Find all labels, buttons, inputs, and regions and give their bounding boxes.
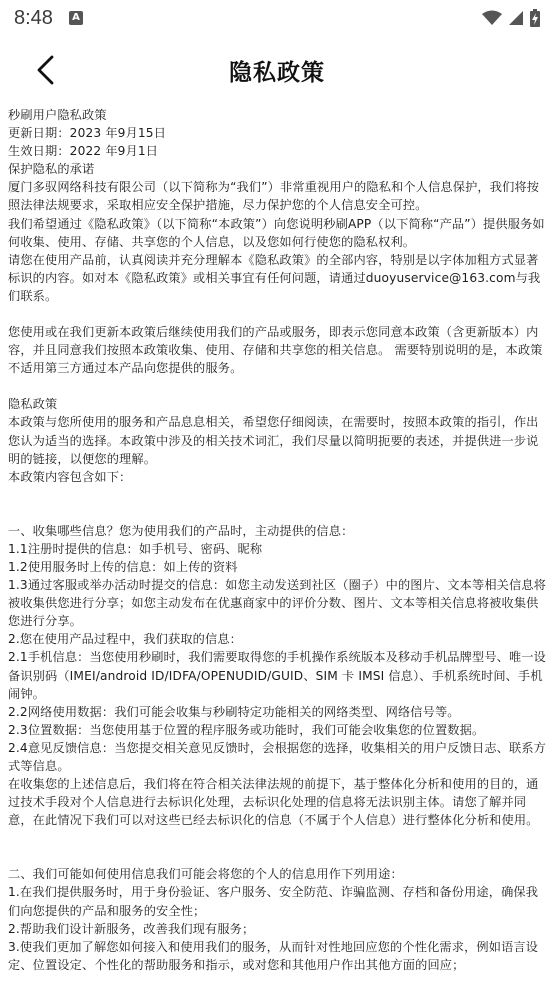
policy-paragraph: 您使用或在我们更新本政策后继续使用我们的产品或服务，即表示您同意本政策（含更新版本）内容，并且同意我们按照本政策收集、使用、存储和共享您的相关信息。 需要特别说明的是，本政策不适用第三方通过本产品向您提供的服务。	[8, 325, 543, 376]
policy-paragraph: 1.在我们提供服务时，用于身份验证、客户服务、安全防范、诈骗监测、存档和备份用途，确保我们向您提供的产品和服务的安全性；	[8, 885, 539, 918]
status-icons	[482, 9, 540, 27]
effective-date: 生效日期：2022 年9月1日	[8, 144, 159, 159]
back-button[interactable]	[26, 50, 66, 90]
policy-paragraph: 秒刷用户隐私政策	[8, 108, 107, 122]
policy-paragraph: 我们希望通过《隐私政策》（以下简称“本政策”）向您说明秒刷APP（以下简称“产品”）提供服务如何收集、使用、存储、共享您的个人信息，以及您如何行使您的隐私权利。	[8, 216, 545, 249]
policy-paragraph: 请您在使用产品前，认真阅读并充分理解本《隐私政策》的全部内容，特别是以字体加粗方式显著标识的内容。如对本《隐私政策》或相关事宜有任何问题，请通过duoyuservice@163.com与我们联系。	[8, 252, 541, 303]
page-title: 隐私政策	[229, 59, 325, 86]
policy-content[interactable]	[8, 106, 546, 984]
wifi-icon	[482, 10, 502, 26]
policy-paragraph: 2.3位置数据：当您使用基于位置的程序服务或功能时，我们可能会收集您的位置数据。	[8, 722, 485, 737]
policy-paragraph: 1.2使用服务时上传的信息：如上传的资料	[8, 559, 238, 574]
chevron-left-icon	[35, 55, 57, 85]
policy-paragraph: 1.3通过客服或举办活动时提交的信息：如您主动发送到社区（圈子）中的图片、文本等相关信息将被收集供您进行分享；如您主动发布在优惠商家中的评价分数、图片、文本等相关信息将被收集供您进行分享。	[8, 578, 546, 629]
policy-paragraph: 本政策与您所使用的服务和产品息息相关，希望您仔细阅读，在需要时，按照本政策的指引，作出您认为适当的选择。本政策中涉及的相关技术词汇，我们尽量以简明扼要的表述，并提供进一步说明的链接，以便您的理解。	[8, 415, 539, 466]
section-heading: 隐私政策	[8, 397, 58, 412]
section-heading: 二、我们可能如何使用信息我们可能会将您的个人的信息用作下列用途：	[8, 867, 403, 882]
policy-paragraph: 1.1注册时提供的信息：如手机号、密码、昵称	[8, 541, 263, 556]
policy-paragraph: 3.使我们更加了解您如何接入和使用我们的服务，从而针对性地回应您的个性化需求，例如语言设定、位置设定、个性化的帮助服务和指示，或对您和其他用户作出其他方面的回应；	[8, 939, 539, 972]
policy-paragraph: 2.2网络使用数据：我们可能会收集与秒刷特定功能相关的网络类型、网络信号等。	[8, 704, 460, 719]
status-time: 8:48	[14, 6, 53, 29]
policy-paragraph: 厦门多驭网络科技有限公司（以下简称为“我们”）非常重视用户的隐私和个人信息保护，我们将按照法律法规要求，采取相应安全保护措施，尽力保护您的个人信息安全可控。	[8, 180, 540, 213]
signal-icon	[508, 10, 524, 26]
policy-paragraph: 2.1手机信息：当您使用秒刷时，我们需要取得您的手机操作系统版本及移动手机品牌型号、唯一设备识别码（IMEI/android ID/IDFA/OPENUDID/GUID、SIM 卡 IMSI 信息）、手机系统时间、手机闹钟。	[8, 650, 546, 701]
a-icon: A	[69, 11, 83, 25]
section-heading: 一、收集哪些信息？您为使用我们的产品时，主动提供的信息：	[8, 523, 354, 538]
status-bar	[0, 0, 554, 36]
policy-paragraph: 2.4意见反馈信息：当您提交相关意见反馈时，会根据您的选择，收集相关的用户反馈日志、联系方式等信息。	[8, 740, 546, 773]
policy-paragraph: 2.帮助我们设计新服务，改善我们现有服务；	[8, 921, 255, 936]
policy-paragraph: 本政策内容包含如下：	[8, 469, 132, 484]
section-heading: 保护隐私的承诺	[8, 162, 95, 177]
battery-icon	[530, 9, 540, 27]
policy-paragraph: 在收集您的上述信息后，我们将在符合相关法律法规的前提下，基于整体化分析和使用的目的，通过技术手段对个人信息进行去标识化处理，去标识化处理的信息将无法识别主体。请您了解并同意，在此情况下我们可以对这些已经去标识化的信息（不属于个人信息）进行整体化分析和使用。	[8, 777, 539, 828]
update-date: 更新日期：2023 年9月15日	[8, 126, 167, 141]
policy-paragraph: 2.您在使用产品过程中，我们获取的信息：	[8, 632, 243, 647]
nav-bar	[0, 36, 554, 104]
